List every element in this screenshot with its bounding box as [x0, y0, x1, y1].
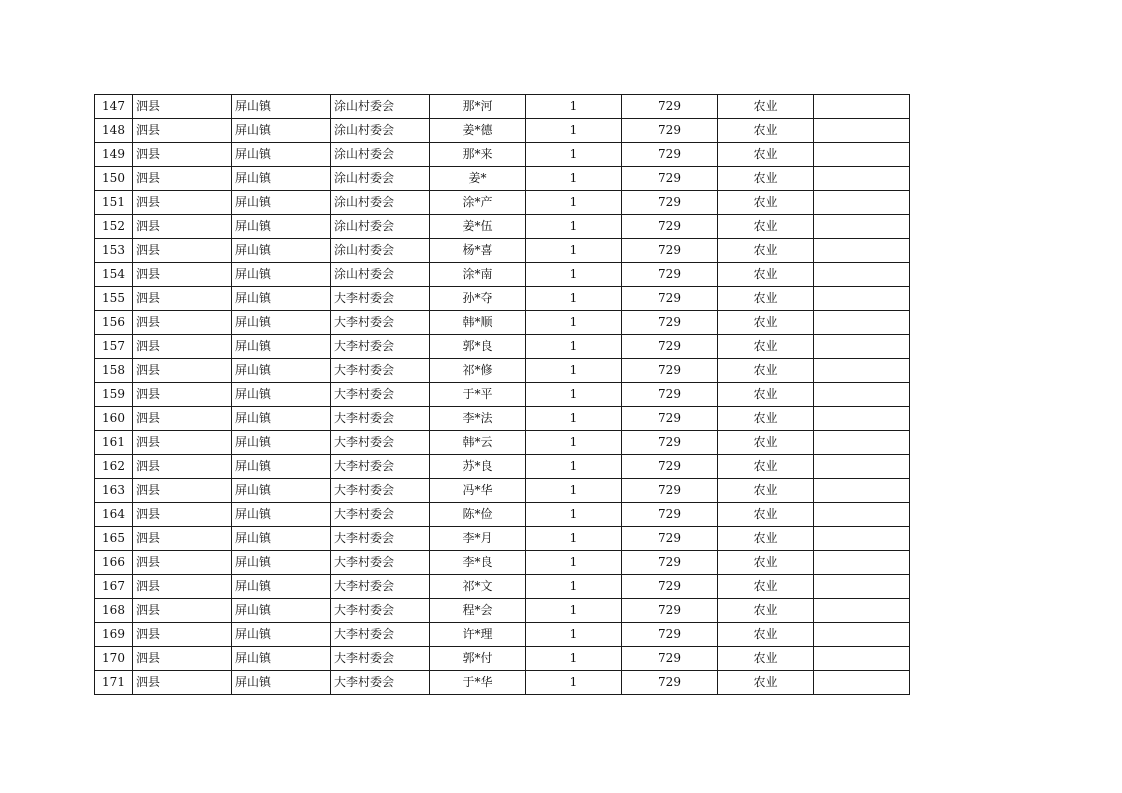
- table-row: [95, 527, 910, 551]
- row-number-cell: 153: [95, 239, 133, 263]
- county-cell: 泗县: [133, 287, 232, 311]
- count-cell: 1: [526, 311, 622, 335]
- amount-cell: 729: [622, 95, 718, 119]
- name-cell: 郭*付: [430, 647, 526, 671]
- town-cell: 屏山镇: [232, 527, 331, 551]
- table-row: [95, 431, 910, 455]
- county-cell: 泗县: [133, 527, 232, 551]
- remarks-cell: [814, 95, 910, 119]
- row-number-cell: 150: [95, 167, 133, 191]
- name-cell: 韩*顺: [430, 311, 526, 335]
- name-cell: 郭*良: [430, 335, 526, 359]
- town-cell: 屏山镇: [232, 575, 331, 599]
- town-cell: 屏山镇: [232, 407, 331, 431]
- remarks-cell: [814, 671, 910, 695]
- town-cell: 屏山镇: [232, 383, 331, 407]
- table-row: [95, 119, 910, 143]
- town-cell: 屏山镇: [232, 647, 331, 671]
- table-row: [95, 239, 910, 263]
- village-committee-cell: 大李村委会: [331, 647, 430, 671]
- industry-cell: 农业: [718, 191, 814, 215]
- amount-cell: 729: [622, 143, 718, 167]
- town-cell: 屏山镇: [232, 311, 331, 335]
- count-cell: 1: [526, 551, 622, 575]
- count-cell: 1: [526, 527, 622, 551]
- row-number-cell: 166: [95, 551, 133, 575]
- table-row: [95, 263, 910, 287]
- village-committee-cell: 大李村委会: [331, 383, 430, 407]
- amount-cell: 729: [622, 407, 718, 431]
- industry-cell: 农业: [718, 647, 814, 671]
- amount-cell: 729: [622, 119, 718, 143]
- village-committee-cell: 涂山村委会: [331, 95, 430, 119]
- row-number-cell: 160: [95, 407, 133, 431]
- industry-cell: 农业: [718, 239, 814, 263]
- table-row: [95, 647, 910, 671]
- town-cell: 屏山镇: [232, 215, 331, 239]
- name-cell: 于*平: [430, 383, 526, 407]
- remarks-cell: [814, 455, 910, 479]
- industry-cell: 农业: [718, 551, 814, 575]
- town-cell: 屏山镇: [232, 599, 331, 623]
- county-cell: 泗县: [133, 407, 232, 431]
- table-row: [95, 167, 910, 191]
- table-row: [95, 335, 910, 359]
- town-cell: 屏山镇: [232, 335, 331, 359]
- amount-cell: 729: [622, 215, 718, 239]
- name-cell: 孙*夺: [430, 287, 526, 311]
- name-cell: 涂*南: [430, 263, 526, 287]
- village-committee-cell: 大李村委会: [331, 311, 430, 335]
- county-cell: 泗县: [133, 647, 232, 671]
- industry-cell: 农业: [718, 263, 814, 287]
- village-committee-cell: 大李村委会: [331, 407, 430, 431]
- name-cell: 于*华: [430, 671, 526, 695]
- county-cell: 泗县: [133, 311, 232, 335]
- name-cell: 姜*德: [430, 119, 526, 143]
- count-cell: 1: [526, 503, 622, 527]
- town-cell: 屏山镇: [232, 191, 331, 215]
- town-cell: 屏山镇: [232, 263, 331, 287]
- remarks-cell: [814, 479, 910, 503]
- row-number-cell: 152: [95, 215, 133, 239]
- name-cell: 祁*文: [430, 575, 526, 599]
- amount-cell: 729: [622, 527, 718, 551]
- table-row: [95, 191, 910, 215]
- remarks-cell: [814, 191, 910, 215]
- remarks-cell: [814, 623, 910, 647]
- count-cell: 1: [526, 287, 622, 311]
- remarks-cell: [814, 383, 910, 407]
- remarks-cell: [814, 239, 910, 263]
- name-cell: 苏*良: [430, 455, 526, 479]
- table-row: [95, 575, 910, 599]
- industry-cell: 农业: [718, 335, 814, 359]
- town-cell: 屏山镇: [232, 623, 331, 647]
- remarks-cell: [814, 551, 910, 575]
- table-row: [95, 383, 910, 407]
- name-cell: 姜*伍: [430, 215, 526, 239]
- name-cell: 李*良: [430, 551, 526, 575]
- county-cell: 泗县: [133, 359, 232, 383]
- row-number-cell: 148: [95, 119, 133, 143]
- town-cell: 屏山镇: [232, 119, 331, 143]
- county-cell: 泗县: [133, 383, 232, 407]
- industry-cell: 农业: [718, 623, 814, 647]
- industry-cell: 农业: [718, 431, 814, 455]
- table-row: [95, 671, 910, 695]
- village-committee-cell: 大李村委会: [331, 551, 430, 575]
- row-number-cell: 167: [95, 575, 133, 599]
- village-committee-cell: 涂山村委会: [331, 143, 430, 167]
- village-committee-cell: 大李村委会: [331, 599, 430, 623]
- county-cell: 泗县: [133, 119, 232, 143]
- count-cell: 1: [526, 95, 622, 119]
- remarks-cell: [814, 647, 910, 671]
- industry-cell: 农业: [718, 575, 814, 599]
- amount-cell: 729: [622, 311, 718, 335]
- county-cell: 泗县: [133, 215, 232, 239]
- village-committee-cell: 大李村委会: [331, 479, 430, 503]
- table-row: [95, 359, 910, 383]
- remarks-cell: [814, 407, 910, 431]
- count-cell: 1: [526, 647, 622, 671]
- town-cell: 屏山镇: [232, 167, 331, 191]
- row-number-cell: 162: [95, 455, 133, 479]
- amount-cell: 729: [622, 239, 718, 263]
- village-committee-cell: 大李村委会: [331, 335, 430, 359]
- row-number-cell: 161: [95, 431, 133, 455]
- town-cell: 屏山镇: [232, 551, 331, 575]
- town-cell: 屏山镇: [232, 431, 331, 455]
- village-committee-cell: 大李村委会: [331, 527, 430, 551]
- industry-cell: 农业: [718, 215, 814, 239]
- row-number-cell: 147: [95, 95, 133, 119]
- row-number-cell: 163: [95, 479, 133, 503]
- count-cell: 1: [526, 335, 622, 359]
- row-number-cell: 159: [95, 383, 133, 407]
- count-cell: 1: [526, 359, 622, 383]
- name-cell: 涂*产: [430, 191, 526, 215]
- county-cell: 泗县: [133, 191, 232, 215]
- row-number-cell: 158: [95, 359, 133, 383]
- county-cell: 泗县: [133, 143, 232, 167]
- town-cell: 屏山镇: [232, 239, 331, 263]
- village-committee-cell: 大李村委会: [331, 359, 430, 383]
- remarks-cell: [814, 287, 910, 311]
- row-number-cell: 169: [95, 623, 133, 647]
- amount-cell: 729: [622, 575, 718, 599]
- table-row: [95, 599, 910, 623]
- industry-cell: 农业: [718, 311, 814, 335]
- count-cell: 1: [526, 215, 622, 239]
- amount-cell: 729: [622, 551, 718, 575]
- row-number-cell: 154: [95, 263, 133, 287]
- row-number-cell: 155: [95, 287, 133, 311]
- table-row: [95, 95, 910, 119]
- count-cell: 1: [526, 479, 622, 503]
- village-committee-cell: 涂山村委会: [331, 215, 430, 239]
- remarks-cell: [814, 527, 910, 551]
- name-cell: 韩*云: [430, 431, 526, 455]
- row-number-cell: 157: [95, 335, 133, 359]
- town-cell: 屏山镇: [232, 287, 331, 311]
- village-committee-cell: 涂山村委会: [331, 119, 430, 143]
- county-cell: 泗县: [133, 599, 232, 623]
- count-cell: 1: [526, 407, 622, 431]
- row-number-cell: 149: [95, 143, 133, 167]
- amount-cell: 729: [622, 479, 718, 503]
- industry-cell: 农业: [718, 671, 814, 695]
- row-number-cell: 164: [95, 503, 133, 527]
- industry-cell: 农业: [718, 479, 814, 503]
- count-cell: 1: [526, 575, 622, 599]
- village-committee-cell: 大李村委会: [331, 623, 430, 647]
- name-cell: 陈*俭: [430, 503, 526, 527]
- county-cell: 泗县: [133, 95, 232, 119]
- row-number-cell: 151: [95, 191, 133, 215]
- industry-cell: 农业: [718, 119, 814, 143]
- amount-cell: 729: [622, 383, 718, 407]
- count-cell: 1: [526, 431, 622, 455]
- town-cell: 屏山镇: [232, 143, 331, 167]
- village-committee-cell: 大李村委会: [331, 287, 430, 311]
- town-cell: 屏山镇: [232, 95, 331, 119]
- table-row: [95, 479, 910, 503]
- name-cell: 姜*: [430, 167, 526, 191]
- row-number-cell: 171: [95, 671, 133, 695]
- remarks-cell: [814, 503, 910, 527]
- count-cell: 1: [526, 167, 622, 191]
- remarks-cell: [814, 119, 910, 143]
- remarks-cell: [814, 599, 910, 623]
- name-cell: 那*河: [430, 95, 526, 119]
- amount-cell: 729: [622, 599, 718, 623]
- industry-cell: 农业: [718, 167, 814, 191]
- town-cell: 屏山镇: [232, 671, 331, 695]
- row-number-cell: 156: [95, 311, 133, 335]
- county-cell: 泗县: [133, 239, 232, 263]
- count-cell: 1: [526, 671, 622, 695]
- name-cell: 杨*喜: [430, 239, 526, 263]
- town-cell: 屏山镇: [232, 479, 331, 503]
- town-cell: 屏山镇: [232, 503, 331, 527]
- table-row: [95, 407, 910, 431]
- industry-cell: 农业: [718, 455, 814, 479]
- industry-cell: 农业: [718, 407, 814, 431]
- town-cell: 屏山镇: [232, 455, 331, 479]
- village-committee-cell: 大李村委会: [331, 671, 430, 695]
- remarks-cell: [814, 311, 910, 335]
- industry-cell: 农业: [718, 143, 814, 167]
- remarks-cell: [814, 215, 910, 239]
- industry-cell: 农业: [718, 503, 814, 527]
- village-committee-cell: 涂山村委会: [331, 191, 430, 215]
- count-cell: 1: [526, 143, 622, 167]
- name-cell: 冯*华: [430, 479, 526, 503]
- table-row: [95, 287, 910, 311]
- county-cell: 泗县: [133, 431, 232, 455]
- name-cell: 程*会: [430, 599, 526, 623]
- remarks-cell: [814, 575, 910, 599]
- table-row: [95, 503, 910, 527]
- remarks-cell: [814, 431, 910, 455]
- county-cell: 泗县: [133, 167, 232, 191]
- remarks-cell: [814, 335, 910, 359]
- name-cell: 那*来: [430, 143, 526, 167]
- county-cell: 泗县: [133, 455, 232, 479]
- name-cell: 李*月: [430, 527, 526, 551]
- roster-table-body: [95, 95, 910, 695]
- industry-cell: 农业: [718, 599, 814, 623]
- amount-cell: 729: [622, 263, 718, 287]
- count-cell: 1: [526, 383, 622, 407]
- name-cell: 许*理: [430, 623, 526, 647]
- town-cell: 屏山镇: [232, 359, 331, 383]
- industry-cell: 农业: [718, 527, 814, 551]
- amount-cell: 729: [622, 455, 718, 479]
- amount-cell: 729: [622, 191, 718, 215]
- amount-cell: 729: [622, 287, 718, 311]
- count-cell: 1: [526, 455, 622, 479]
- village-committee-cell: 大李村委会: [331, 575, 430, 599]
- county-cell: 泗县: [133, 671, 232, 695]
- table-row: [95, 215, 910, 239]
- county-cell: 泗县: [133, 503, 232, 527]
- table-row: [95, 551, 910, 575]
- county-cell: 泗县: [133, 335, 232, 359]
- remarks-cell: [814, 143, 910, 167]
- remarks-cell: [814, 167, 910, 191]
- industry-cell: 农业: [718, 95, 814, 119]
- industry-cell: 农业: [718, 359, 814, 383]
- row-number-cell: 165: [95, 527, 133, 551]
- village-committee-cell: 涂山村委会: [331, 167, 430, 191]
- amount-cell: 729: [622, 359, 718, 383]
- county-cell: 泗县: [133, 263, 232, 287]
- name-cell: 李*法: [430, 407, 526, 431]
- count-cell: 1: [526, 239, 622, 263]
- count-cell: 1: [526, 191, 622, 215]
- count-cell: 1: [526, 119, 622, 143]
- amount-cell: 729: [622, 623, 718, 647]
- amount-cell: 729: [622, 431, 718, 455]
- county-cell: 泗县: [133, 479, 232, 503]
- county-cell: 泗县: [133, 551, 232, 575]
- table-row: [95, 311, 910, 335]
- row-number-cell: 168: [95, 599, 133, 623]
- amount-cell: 729: [622, 647, 718, 671]
- row-number-cell: 170: [95, 647, 133, 671]
- industry-cell: 农业: [718, 287, 814, 311]
- table-row: [95, 623, 910, 647]
- roster-table: [94, 94, 910, 695]
- table-row: [95, 455, 910, 479]
- remarks-cell: [814, 359, 910, 383]
- amount-cell: 729: [622, 671, 718, 695]
- village-committee-cell: 涂山村委会: [331, 263, 430, 287]
- count-cell: 1: [526, 263, 622, 287]
- count-cell: 1: [526, 623, 622, 647]
- table-row: [95, 143, 910, 167]
- county-cell: 泗县: [133, 623, 232, 647]
- village-committee-cell: 大李村委会: [331, 455, 430, 479]
- village-committee-cell: 涂山村委会: [331, 239, 430, 263]
- count-cell: 1: [526, 599, 622, 623]
- industry-cell: 农业: [718, 383, 814, 407]
- county-cell: 泗县: [133, 575, 232, 599]
- amount-cell: 729: [622, 335, 718, 359]
- remarks-cell: [814, 263, 910, 287]
- village-committee-cell: 大李村委会: [331, 431, 430, 455]
- village-committee-cell: 大李村委会: [331, 503, 430, 527]
- name-cell: 祁*修: [430, 359, 526, 383]
- amount-cell: 729: [622, 503, 718, 527]
- amount-cell: 729: [622, 167, 718, 191]
